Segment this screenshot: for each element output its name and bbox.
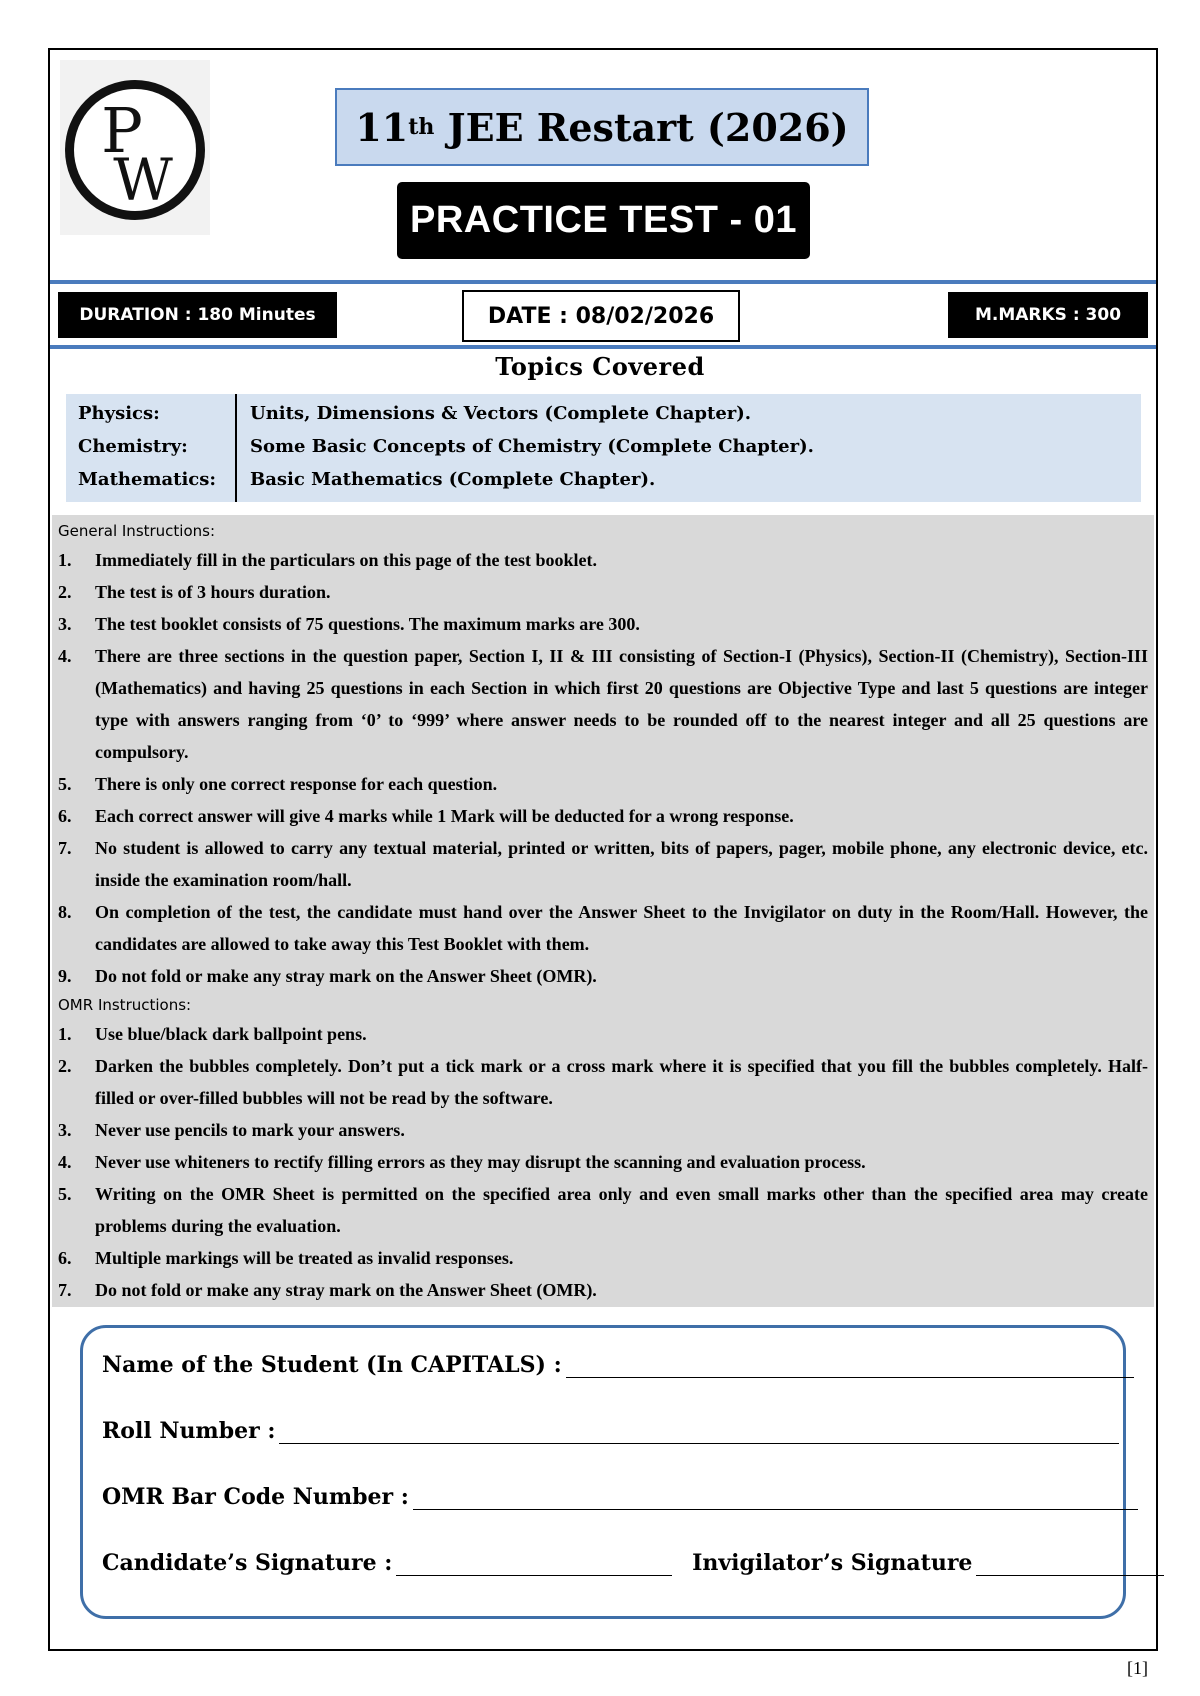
general-instructions-heading: General Instructions: [58,522,216,540]
duration-badge: DURATION : 180 Minutes [58,292,337,338]
candidate-signature-label: Candidate’s Signature : [102,1550,393,1576]
topic-row [66,430,1141,463]
svg-text:W: W [113,146,173,214]
list-item: 3. The test booklet consists of 75 questions. The maximum marks are 300. [58,614,640,634]
student-name-line[interactable] [566,1355,1134,1378]
topic-subject: Chemistry: [78,436,188,457]
student-name-field[interactable] [102,1352,1134,1378]
page-number: [1] [1127,1658,1148,1678]
roll-number-field[interactable] [102,1418,1119,1444]
roll-number-line[interactable] [279,1421,1119,1444]
divider [50,345,1156,349]
instructions-panel [52,515,1154,1307]
marks-badge: M.MARKS : 300 [948,292,1148,338]
list-item: 3. Never use pencils to mark your answers. [58,1120,405,1140]
topic-desc: Some Basic Concepts of Chemistry (Complete Chapter). [250,436,814,457]
omr-instructions-heading: OMR Instructions: [58,996,192,1014]
topic-desc: Units, Dimensions & Vectors (Complete Chapter). [250,403,752,424]
topics-table [66,394,1141,502]
topic-subject: Physics: [78,403,160,424]
omr-barcode-line[interactable] [413,1487,1138,1510]
list-item: 6. Multiple markings will be treated as invalid responses. [58,1248,514,1268]
omr-barcode-label: OMR Bar Code Number : [102,1484,409,1510]
omr-instructions-list [58,1018,1148,1306]
list-item: 1. Immediately fill in the particulars on this page of the test booklet. [58,550,597,570]
list-item: 4. There are three sections in the question paper, Section I, II & III consisting of Section-I (Physics), Section-II (Chemistry), Section-III (Mathematics) and having 25 questions in each Section in which first 20 questions are Objective Type and last 5 questions are integer type with answers ranging from ‘0’ to ‘999’ where answer needs to be rounded off to the nearest integer and all 25 questions are compulsory. [58,646,1148,762]
topic-row [66,463,1141,496]
divider [50,280,1156,284]
list-item: 2. The test is of 3 hours duration. [58,582,331,602]
list-item: 2. Darken the bubbles completely. Don’t put a tick mark or a cross mark where it is specified that you fill the bubbles completely. Half-filled or over-filled bubbles will not be read by the software. [58,1056,1148,1108]
list-item: 7. No student is allowed to carry any textual material, printed or written, bits of papers, pager, mobile phone, any electronic device, etc. inside the examination room/hall. [58,838,1148,890]
student-name-label: Name of the Student (In CAPITALS) : [102,1352,562,1378]
course-title: 11 th JEE Restart (2026) [335,88,869,166]
list-item: 7. Do not fold or make any stray mark on the Answer Sheet (OMR). [58,1280,597,1300]
svg-text:P: P [101,94,143,167]
invigilator-signature-line[interactable] [976,1553,1164,1576]
topics-title: Topics Covered [495,352,705,381]
list-item: 6. Each correct answer will give 4 marks while 1 Mark will be deducted for a wrong response. [58,806,794,826]
topic-subject: Mathematics: [78,469,217,490]
omr-barcode-field[interactable] [102,1484,1138,1510]
list-item: 4. Never use whiteners to rectify filling errors as they may disrupt the scanning and evaluation process. [58,1152,866,1172]
list-item: 9. Do not fold or make any stray mark on the Answer Sheet (OMR). [58,966,597,986]
practice-test-label: PRACTICE TEST - 01 [397,182,810,259]
list-item: 5. Writing on the OMR Sheet is permitted on the specified area only and even small marks other than the specified area may create problems during the evaluation. [58,1184,1148,1236]
list-item: 1. Use blue/black dark ballpoint pens. [58,1024,367,1044]
invigilator-signature-label: Invigilator’s Signature [692,1550,973,1576]
pw-logo-icon [60,60,210,235]
list-item: 8. On completion of the test, the candidate must hand over the Answer Sheet to the Invigilator on duty in the Room/Hall. However, the candidates are allowed to take away this Test Booklet with them. [58,902,1148,954]
date-badge: DATE : 08/02/2026 [462,290,740,342]
topic-desc: Basic Mathematics (Complete Chapter). [250,469,656,490]
general-instructions-list [58,544,1148,992]
list-item: 5. There is only one correct response for each question. [58,774,498,794]
candidate-signature-line[interactable] [396,1553,672,1576]
topic-row [66,397,1141,430]
signature-row [102,1550,1164,1576]
roll-number-label: Roll Number : [102,1418,276,1444]
